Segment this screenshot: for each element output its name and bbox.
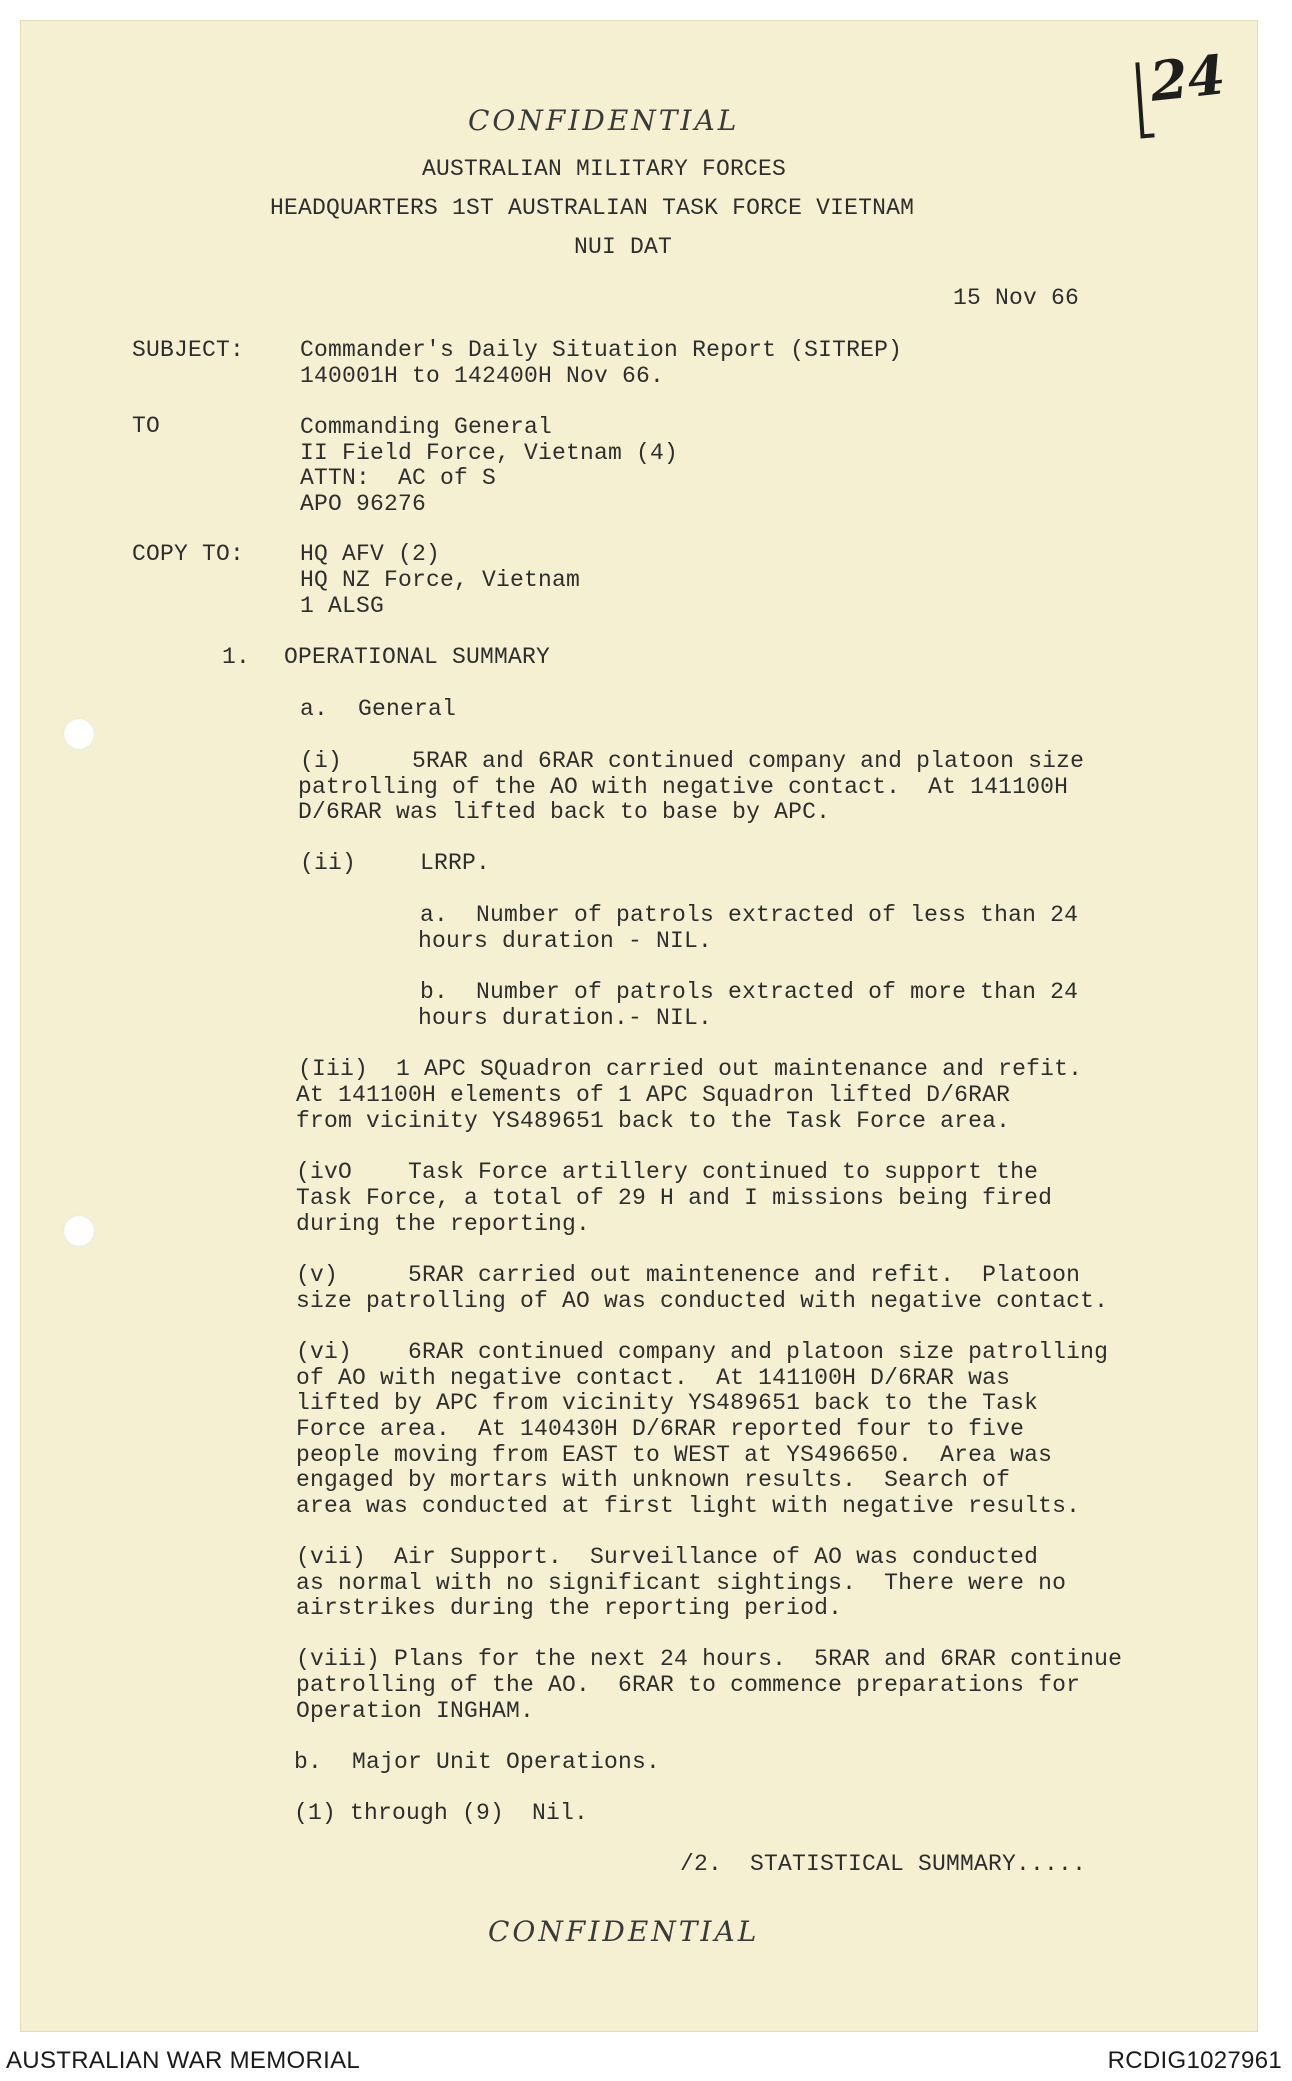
copy-to-line-3: 1 ALSG [300, 593, 385, 619]
folio-number: 24 [1146, 42, 1229, 114]
para-i-line-2: patrolling of the AO with negative contact. At 141100H [298, 774, 1069, 800]
to-label: TO [132, 413, 161, 439]
footer-archive-name: AUSTRALIAN WAR MEMORIAL [6, 2047, 361, 2074]
para-vi-line-4: Force area. At 140430H D/6RAR reported four to five [296, 1416, 1025, 1442]
section-1-number: 1. [222, 644, 251, 670]
header-line-3: NUI DAT [574, 234, 673, 260]
para-ii-a-line-1: a. Number of patrols extracted of less than 24 [420, 902, 1079, 928]
header-line-2: HEADQUARTERS 1ST AUSTRALIAN TASK FORCE VIETNAM [270, 195, 915, 221]
continuation-line: /2. STATISTICAL SUMMARY..... [680, 1851, 1087, 1877]
classification-bottom: CONFIDENTIAL [488, 1915, 760, 1948]
para-iv-line-2: Task Force, a total of 29 H and I missions being fired [296, 1185, 1053, 1211]
para-vi-line-1: (vi) 6RAR continued company and platoon size patrolling [296, 1339, 1109, 1365]
subsection-a-label: a. [300, 696, 329, 722]
para-ii-b-line-2: hours duration.- NIL. [418, 1005, 713, 1031]
copy-to-line-1: HQ AFV (2) [300, 541, 441, 567]
document-date: 15 Nov 66 [953, 285, 1080, 311]
to-line-1: Commanding General [300, 414, 553, 440]
para-vi-line-6: engaged by mortars with unknown results. Search of [296, 1467, 1011, 1493]
header-line-1: AUSTRALIAN MILITARY FORCES [422, 156, 787, 182]
para-vi-line-7: area was conducted at first light with negative results. [296, 1493, 1081, 1519]
subject-line-1: Commander's Daily Situation Report (SITREP) [300, 337, 903, 363]
subsection-a-title: General [358, 696, 457, 722]
para-viii-line-3: Operation INGHAM. [296, 1698, 535, 1724]
para-vii-line-3: airstrikes during the reporting period. [296, 1595, 843, 1621]
copy-to-label: COPY TO: [132, 541, 245, 567]
para-vi-line-5: people moving from EAST to WEST at YS496650. Area was [296, 1442, 1053, 1468]
subsection-b-title: Major Unit Operations. [352, 1749, 661, 1775]
para-viii-line-2: patrolling of the AO. 6RAR to commence preparations for [296, 1672, 1081, 1698]
para-iii-line-1: (Iii) 1 APC SQuadron carried out maintenance and refit. [298, 1056, 1083, 1082]
para-ii-a-line-2: hours duration - NIL. [418, 928, 713, 954]
to-line-4: APO 96276 [300, 491, 427, 517]
footer-record-id: RCDIG1027961 [1107, 2047, 1282, 2074]
para-iii-line-2: At 141100H elements of 1 APC Squadron lifted D/6RAR [296, 1082, 1011, 1108]
to-line-3: ATTN: AC of S [300, 465, 497, 491]
subject-line-2: 140001H to 142400H Nov 66. [300, 363, 665, 389]
para-vi-line-3: lifted by APC from vicinity YS489651 back to the Task [296, 1390, 1039, 1416]
para-vi-line-2: of AO with negative contact. At 141100H D/6RAR was [296, 1365, 1011, 1391]
subject-label: SUBJECT: [132, 337, 245, 363]
para-ii-b-line-1: b. Number of patrols extracted of more than 24 [420, 979, 1079, 1005]
section-1-title: OPERATIONAL SUMMARY [284, 644, 551, 670]
para-ii-title: LRRP. [420, 850, 491, 876]
classification-top: CONFIDENTIAL [468, 104, 740, 137]
subsection-b-label: b. [294, 1749, 323, 1775]
subsection-b-body: (1) through (9) Nil. [294, 1800, 589, 1826]
para-vii-line-2: as normal with no significant sightings. There were no [296, 1570, 1067, 1596]
para-i-line-1: (i) 5RAR and 6RAR continued company and platoon size [300, 748, 1085, 774]
para-i-line-3: D/6RAR was lifted back to base by APC. [298, 799, 831, 825]
copy-to-line-2: HQ NZ Force, Vietnam [300, 567, 581, 593]
para-v-line-2: size patrolling of AO was conducted with negative contact. [296, 1288, 1109, 1314]
para-iv-line-3: during the reporting. [296, 1211, 591, 1237]
para-vii-line-1: (vii) Air Support. Surveillance of AO was conducted [296, 1544, 1039, 1570]
to-line-2: II Field Force, Vietnam (4) [300, 440, 679, 466]
para-viii-line-1: (viii) Plans for the next 24 hours. 5RAR and 6RAR continue [296, 1646, 1123, 1672]
para-iv-line-1: (ivO Task Force artillery continued to support the [296, 1159, 1039, 1185]
para-ii-label: (ii) [300, 850, 357, 876]
punch-hole-top [63, 718, 95, 750]
punch-hole-bottom [63, 1215, 95, 1247]
para-v-line-1: (v) 5RAR carried out maintenence and refit. Platoon [296, 1262, 1081, 1288]
para-iii-line-3: from vicinity YS489651 back to the Task Force area. [296, 1108, 1011, 1134]
